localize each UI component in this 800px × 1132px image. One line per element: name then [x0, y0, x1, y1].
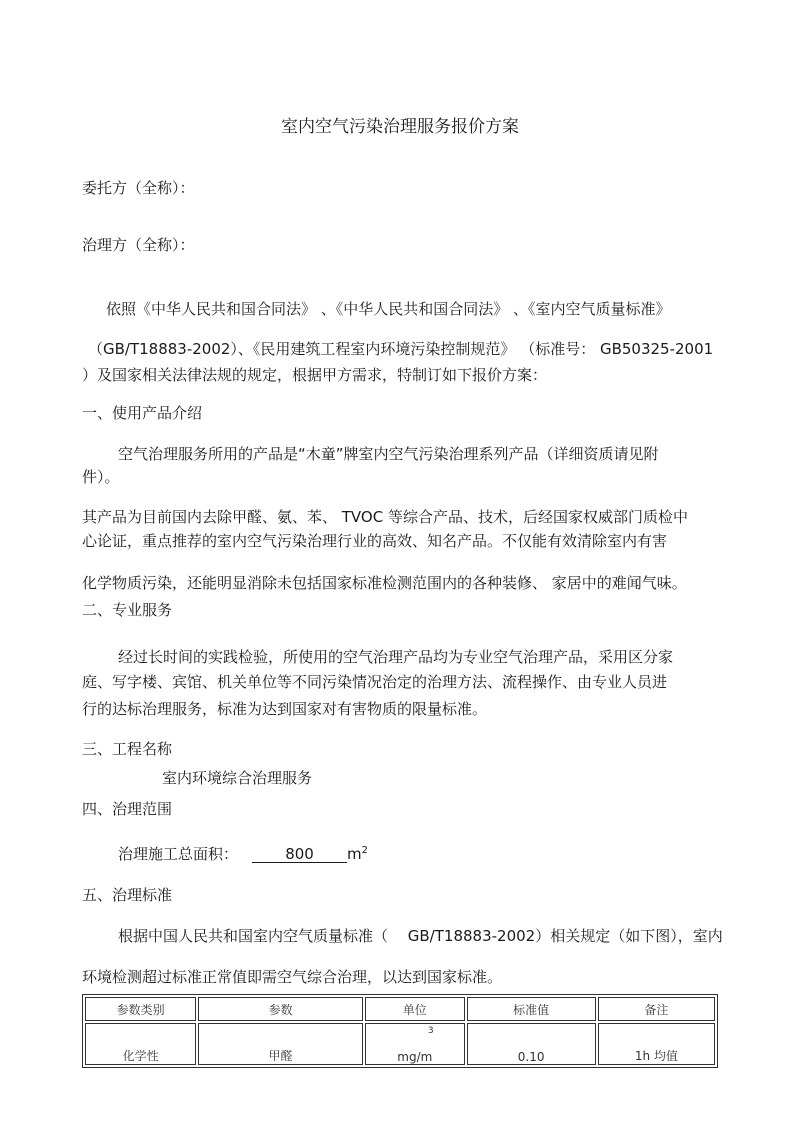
header-param: 参数 [198, 997, 363, 1021]
area-unit-base: m [347, 845, 362, 863]
section-5-heading: 五、治理标准 [82, 886, 173, 904]
table-row [85, 1023, 715, 1065]
intro-line-2: （GB/T18883-2002）、《民用建筑工程室内环境污染控制规范》 （标准号： GB50325-2001 [88, 340, 714, 358]
area-unit-sup: 2 [361, 845, 369, 856]
section-1-heading: 一、使用产品介绍 [82, 404, 203, 422]
standard-table [82, 994, 718, 1068]
cell-unit-sup: 3 [427, 1026, 434, 1036]
section-2-line-1: 经过长时间的实践检验，所使用的空气治理产品均为专业空气治理产品，采用区分家 [118, 648, 674, 666]
section-1-p2-line-3: 化学物质污染，还能明显消除未包括国家标准检测范围内的各种装修、 家居中的难闻气味。 [82, 574, 687, 592]
section-1-p1-line-1: 空气治理服务所用的产品是“木童”牌室内空气污染治理系列产品（详细资质请见附 [118, 445, 659, 463]
area-row [118, 843, 368, 864]
cell-unit-base: mg/m [397, 1050, 433, 1064]
section-5-line-2: 环境检测超过标准正常值即需空气综合治理，以达到国家标准。 [82, 968, 503, 986]
section-1-p2-line-1: 其产品为目前国内去除甲醛、氨、苯、 TVOC 等综合产品、技术，后经国家权威部门质检中 [82, 508, 688, 526]
section-2-heading: 二、专业服务 [82, 601, 173, 619]
section-1-p1-line-2: 件）。 [82, 468, 120, 486]
intro-line-3: ）及国家相关法律法规的规定，根据甲方需求，特制订如下报价方案： [82, 366, 548, 384]
header-value: 标准值 [467, 997, 596, 1021]
intro-line-1: 依照《中华人民共和国合同法》 、《中华人民共和国合同法》 、《室内空气质量标准》 [106, 300, 671, 318]
section-1-p2-line-2: 心论证，重点推荐的室内空气污染治理行业的高效、知名产品。不仅能有效清除室内有害 [82, 532, 668, 550]
header-note: 备注 [598, 997, 715, 1021]
cell-param: 甲醛 [198, 1023, 363, 1065]
header-category: 参数类别 [85, 997, 196, 1021]
contractor-label: 治理方（全称）： [82, 236, 195, 254]
cell-note: 1h 均值 [598, 1023, 715, 1065]
page-title: 室内空气污染治理服务报价方案 [281, 117, 519, 137]
section-3-heading: 三、工程名称 [82, 740, 173, 758]
area-value: 800 [252, 846, 347, 863]
section-2-line-2: 庭、写字楼、宾馆、机关单位等不同污染情况治定的治理方法、流程操作、由专业人员进 [82, 673, 668, 691]
table-header-row [85, 997, 715, 1021]
section-5-line-1: 根据中国人民共和国室内空气质量标准（ GB/T18883-2002）相关规定（如下图），室内 [118, 927, 723, 945]
cell-category: 化学性 [85, 1023, 196, 1065]
cell-unit [365, 1023, 465, 1065]
cell-value: 0.10 [467, 1023, 596, 1065]
area-unit [347, 845, 368, 863]
project-name: 室内环境综合治理服务 [162, 769, 313, 787]
section-4-heading: 四、治理范围 [82, 800, 173, 818]
client-label: 委托方（全称）： [82, 179, 195, 197]
section-2-line-3: 行的达标治理服务，标准为达到国家对有害物质的限量标准。 [82, 700, 488, 718]
header-unit: 单位 [365, 997, 465, 1021]
area-label: 治理施工总面积： [118, 845, 239, 863]
